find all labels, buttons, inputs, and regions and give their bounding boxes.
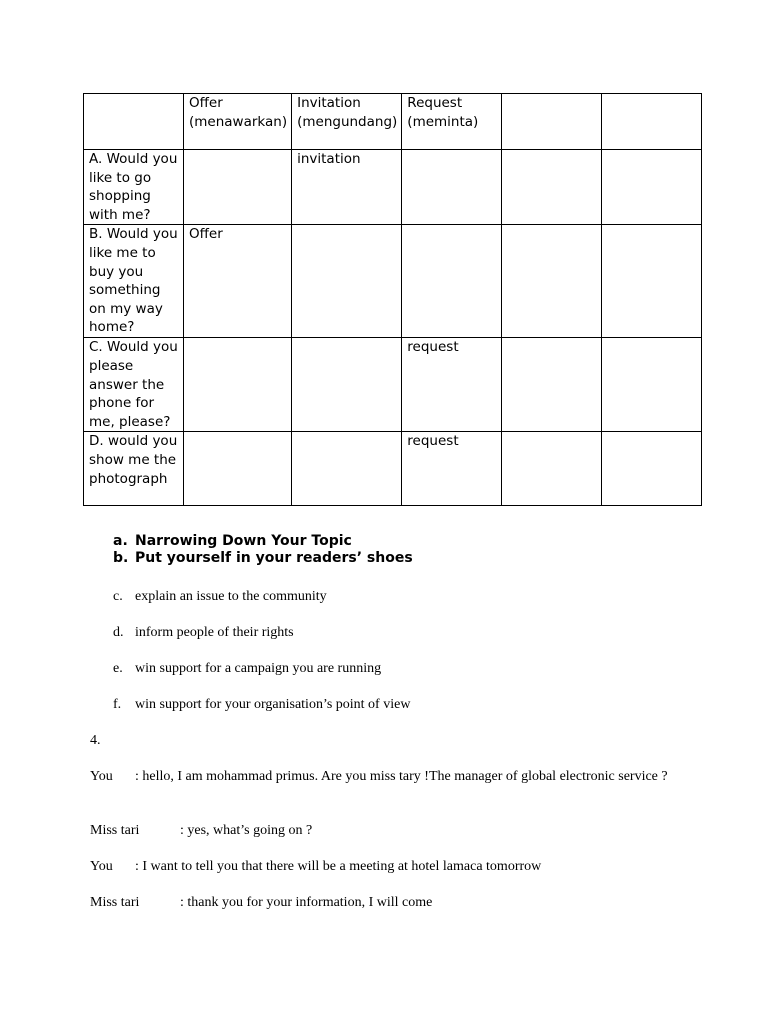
table-header-cell bbox=[602, 94, 702, 150]
table-cell bbox=[602, 150, 702, 225]
list-item bbox=[113, 697, 410, 713]
table-header-cell: Offer (menawarkan) bbox=[184, 94, 292, 150]
section-number: 4. bbox=[90, 733, 101, 748]
table-cell: C. Would you please answer the phone for me, please? bbox=[84, 338, 184, 432]
table-cell: request bbox=[402, 432, 502, 506]
table-cell bbox=[502, 432, 602, 506]
table-row bbox=[84, 225, 702, 338]
table-cell bbox=[184, 338, 292, 432]
table-row bbox=[84, 432, 702, 506]
table-cell bbox=[402, 150, 502, 225]
table-row bbox=[84, 338, 702, 432]
list-text: win support for your organisation’s point of view bbox=[135, 697, 411, 712]
table-cell: B. Would you like me to buy you something on my way home? bbox=[84, 225, 184, 338]
heading-item bbox=[113, 550, 413, 567]
table-cell bbox=[292, 338, 402, 432]
table-cell bbox=[602, 432, 702, 506]
dialogue-line bbox=[90, 822, 312, 840]
list-marker: f. bbox=[113, 697, 122, 712]
dialogue-text: : hello, I am mohammad primus. Are you miss tary !The manager of global electronic service ? bbox=[135, 769, 668, 784]
list-text: win support for a campaign you are running bbox=[135, 661, 382, 676]
table-cell bbox=[502, 150, 602, 225]
table-cell: invitation bbox=[292, 150, 402, 225]
table-header-cell bbox=[84, 94, 184, 150]
table-cell: D. would you show me the photograph bbox=[84, 432, 184, 506]
table-cell: A. Would you like to go shopping with me? bbox=[84, 150, 184, 225]
dialogue-line bbox=[90, 768, 690, 786]
table-cell: Offer bbox=[184, 225, 292, 338]
list-text: explain an issue to the community bbox=[135, 589, 327, 604]
list-marker: e. bbox=[113, 661, 123, 676]
heading-text: Narrowing Down Your Topic bbox=[135, 533, 352, 549]
list-item bbox=[113, 661, 381, 677]
heading-marker: a. bbox=[113, 533, 128, 549]
heading-marker: b. bbox=[113, 550, 129, 566]
dialogue-line bbox=[90, 858, 541, 876]
table-header-cell: Request (meminta) bbox=[402, 94, 502, 150]
list-item bbox=[113, 589, 327, 605]
table-header-cell bbox=[502, 94, 602, 150]
table-cell bbox=[602, 338, 702, 432]
heading-item bbox=[113, 533, 413, 550]
table-cell bbox=[184, 150, 292, 225]
table-cell bbox=[502, 338, 602, 432]
heading-text: Put yourself in your readers’ shoes bbox=[135, 550, 413, 566]
table-cell: request bbox=[402, 338, 502, 432]
list-marker: d. bbox=[113, 625, 124, 640]
speaker-name: Miss tari bbox=[90, 895, 140, 910]
list-text: inform people of their rights bbox=[135, 625, 294, 640]
list-item bbox=[113, 625, 294, 641]
table-header-cell: Invitation (mengundang) bbox=[292, 94, 402, 150]
bold-headings bbox=[113, 533, 413, 567]
table-header-row bbox=[84, 94, 702, 150]
table-row bbox=[84, 150, 702, 225]
dialogue-text: : yes, what’s going on ? bbox=[180, 823, 313, 838]
table-cell bbox=[502, 225, 602, 338]
speaker-name: Miss tari bbox=[90, 823, 140, 838]
table-cell bbox=[402, 225, 502, 338]
table-cell bbox=[292, 432, 402, 506]
dialogue-line bbox=[90, 894, 432, 912]
dialogue-text: : I want to tell you that there will be a meeting at hotel lamaca tomorrow bbox=[135, 859, 542, 874]
classification-table bbox=[83, 93, 702, 506]
list-marker: c. bbox=[113, 589, 123, 604]
dialogue-text: : thank you for your information, I will come bbox=[180, 895, 433, 910]
speaker-name: You bbox=[90, 859, 113, 874]
table-cell bbox=[602, 225, 702, 338]
table-cell bbox=[292, 225, 402, 338]
speaker-name: You bbox=[90, 769, 113, 784]
table-cell bbox=[184, 432, 292, 506]
